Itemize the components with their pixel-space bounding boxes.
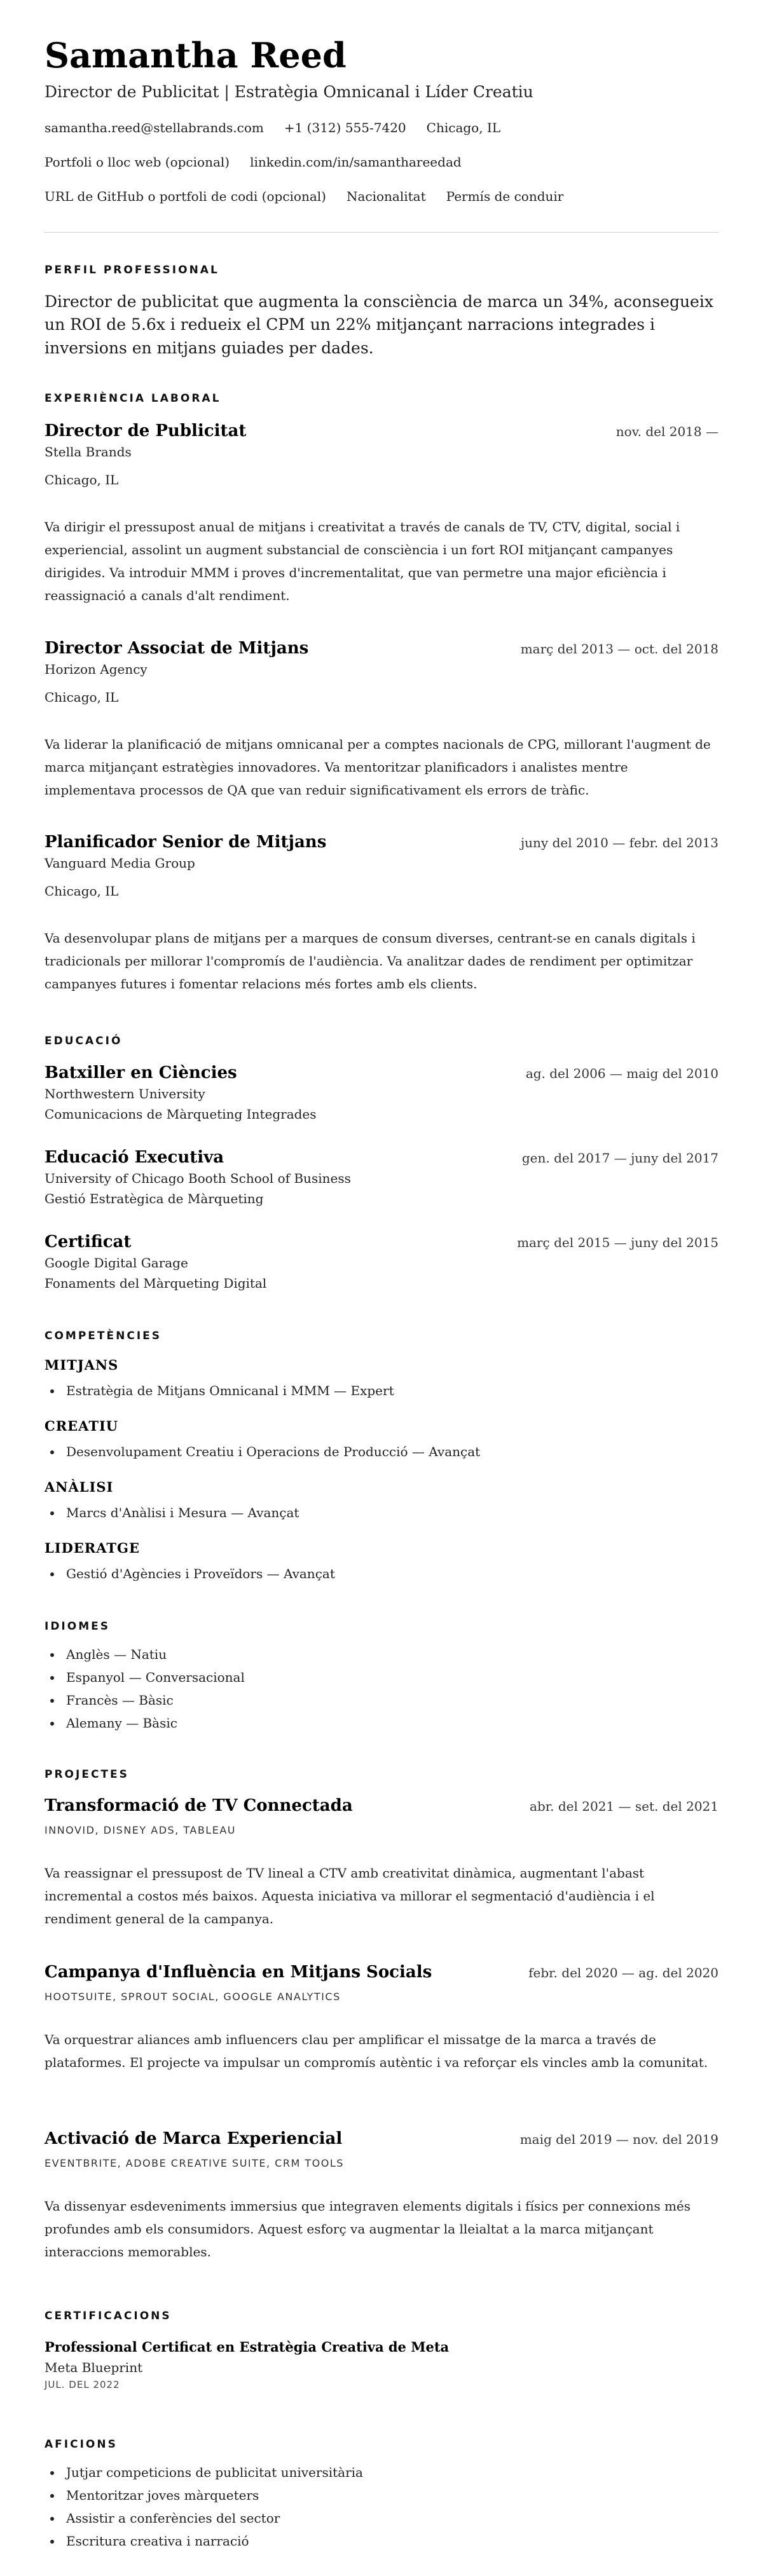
skill-item: • Desenvolupament Creatiu i Operacions de Producció — Avançat <box>62 1440 718 1463</box>
job-title: Director de Publicitat <box>45 421 247 440</box>
certification-name: Professional Certificat en Estratègia Creativa de Meta <box>45 2339 450 2355</box>
project-description: Va reassignar el pressupost de TV lineal a CTV amb creativitat dinàmica, augmentant l'abast incremental a costos més baixos. Aquesta iniciativa va millorar el segmentació d'audiència i el rendiment general de la campanya. <box>45 1865 655 1926</box>
experience-entry <box>45 421 718 607</box>
degree-date: març del 2015 — juny del 2015 <box>517 1235 718 1250</box>
study-field: Gestió Estratègica de Màrqueting <box>45 1191 264 1206</box>
hobby-item: • Escritura creativa i narració <box>62 2530 718 2552</box>
job-location: Chicago, IL <box>45 883 119 899</box>
github-link[interactable]: URL de GitHub o portfoli de codi (opcional) <box>45 189 326 205</box>
skill-group <box>45 1418 718 1463</box>
skill-group <box>45 1357 718 1402</box>
job-company: Stella Brands <box>45 444 132 460</box>
project-title: Activació de Marca Experiencial <box>45 2129 343 2148</box>
project-tools: HOOTSUITE, SPROUT SOCIAL, GOOGLE ANALYTICS <box>45 1991 341 2003</box>
job-company: Vanguard Media Group <box>45 855 195 871</box>
hobbies-title: AFICIONS <box>45 2438 118 2451</box>
job-date: juny del 2010 — febr. del 2013 <box>520 835 718 850</box>
study-field: Fonaments del Màrqueting Digital <box>45 1276 267 1291</box>
job-title: Planificador Senior de Mitjans <box>45 833 327 852</box>
skill-group <box>45 1540 718 1585</box>
skills-section <box>45 1330 718 1342</box>
skill-item: • Marcs d'Anàlisi i Mesura — Avançat <box>62 1501 718 1524</box>
location-text: Chicago, IL <box>426 120 501 136</box>
experience-section <box>45 392 718 405</box>
projects-title: PROJECTES <box>45 1768 129 1781</box>
degree-title: Batxiller en Ciències <box>45 1063 237 1082</box>
languages-section <box>45 1620 718 1734</box>
certification-entry <box>45 2339 718 2390</box>
links-row-1 <box>45 154 718 170</box>
degree-date: ag. del 2006 — maig del 2010 <box>525 1066 718 1081</box>
school-name: Northwestern University <box>45 1086 205 1101</box>
project-description: Va orquestrar aliances amb influencers clau per amplificar el missatge de la marca a través de plataformes. El projecte va impulsar un compromís autèntic i va reforçar els vincles amb la comunitat. <box>45 2032 708 2070</box>
language-item: • Espanyol — Conversacional <box>62 1666 718 1689</box>
education-entry <box>45 1063 718 1122</box>
skill-group <box>45 1479 718 1524</box>
resume-header <box>45 36 718 204</box>
project-date: febr. del 2020 — ag. del 2020 <box>528 1965 718 1980</box>
education-entry <box>45 1232 718 1291</box>
project-tools: INNOVID, DISNEY ADS, TABLEAU <box>45 1824 236 1836</box>
phone-text: +1 (312) 555-7420 <box>284 120 406 136</box>
job-date: març del 2013 — oct. del 2018 <box>520 641 718 657</box>
degree-date: gen. del 2017 — juny del 2017 <box>521 1150 718 1166</box>
profile-summary: Director de publicitat que augmenta la consciència de marca un 34%, aconsegueix un ROI de 5.6x i redueix el CPM un 22% mitjançant narracions integrades i inversions en mitjans guiades per dades. <box>45 292 713 357</box>
skill-item: • Gestió d'Agències i Proveïdors — Avançat <box>62 1562 718 1585</box>
hobbies-section <box>45 2438 718 2552</box>
project-date: abr. del 2021 — set. del 2021 <box>530 1799 718 1814</box>
degree-title: Educació Executiva <box>45 1148 224 1167</box>
project-date: maig del 2019 — nov. del 2019 <box>519 2132 718 2147</box>
language-item: • Francès — Bàsic <box>62 1689 718 1712</box>
school-name: Google Digital Garage <box>45 1255 188 1271</box>
job-description: Va dirigir el pressupost anual de mitjans i creativitat a través de canals de TV, CTV, digital, social i experiencial, assolint un augment substancial de consciència i un fort ROI mitjançant campanyes dirigides. Va introduir MMM i proves d'incrementalitat, que van permetre una major eficiència i reassignació a canals d'alt rendiment. <box>45 519 680 603</box>
email-link[interactable]: samantha.reed@stellabrands.com <box>45 120 264 136</box>
header-divider <box>45 232 718 233</box>
links-row-2 <box>45 189 718 204</box>
license-text: Permís de conduir <box>446 189 564 205</box>
job-title: Director Associat de Mitjans <box>45 639 309 658</box>
project-entry <box>45 2129 718 2263</box>
certifications-title: CERTIFICACIONS <box>45 2310 172 2322</box>
portfolio-link[interactable]: Portfoli o lloc web (opcional) <box>45 154 230 170</box>
skill-category: ANÀLISI <box>45 1479 114 1495</box>
profile-section <box>45 264 718 360</box>
skill-category: LIDERATGE <box>45 1540 140 1556</box>
contact-row <box>45 120 718 135</box>
education-title: EDUCACIÓ <box>45 1035 123 1047</box>
languages-title: IDIOMES <box>45 1620 110 1633</box>
project-tools: EVENTBRITE, ADOBE CREATIVE SUITE, CRM TOOLS <box>45 2157 344 2169</box>
job-date: nov. del 2018 — <box>615 424 718 439</box>
degree-title: Certificat <box>45 1232 132 1251</box>
profile-title: PERFIL PROFESSIONAL <box>45 264 219 276</box>
linkedin-link[interactable]: linkedin.com/in/samanthareedad <box>250 154 462 170</box>
certification-date: JUL. DEL 2022 <box>45 2379 120 2390</box>
experience-entry <box>45 639 718 801</box>
hobby-item: • Assistir a conferències del sector <box>62 2507 718 2530</box>
skill-item: • Estratègia de Mitjans Omnicanal i MMM — Expert <box>62 1379 718 1402</box>
project-title: Campanya d'Influència en Mitjans Socials <box>45 1963 432 1982</box>
project-description: Va dissenyar esdeveniments immersius que integraven elements digitals i físics per connexions més profundes amb els consumidors. Aquest esforç va augmentar la lleialtat a la marca mitjançant interaccions memorables. <box>45 2198 691 2259</box>
hobby-item: • Mentoritzar joves màrqueters <box>62 2484 718 2507</box>
job-description: Va desenvolupar plans de mitjans per a marques de consum diverses, centrant-se en canals digitals i tradicionals per millorar l'compromís de l'audiència. Va analitzar dades de rendiment per optimitzar campanyes futures i fomentar relacions més fortes amb els clients. <box>45 930 696 992</box>
certifications-section <box>45 2310 718 2390</box>
certification-issuer: Meta Blueprint <box>45 2360 143 2375</box>
job-company: Horizon Agency <box>45 662 148 677</box>
projects-section <box>45 1768 718 1781</box>
language-item: • Anglès — Natiu <box>62 1643 718 1666</box>
hobby-item: • Jutjar competicions de publicitat universitària <box>62 2461 718 2484</box>
candidate-headline: Director de Publicitat | Estratègia Omnicanal i Líder Creatiu <box>45 83 533 102</box>
experience-title: EXPERIÈNCIA LABORAL <box>45 392 221 405</box>
project-entry <box>45 1796 718 1930</box>
experience-entry <box>45 833 718 995</box>
project-title: Transformació de TV Connectada <box>45 1796 353 1815</box>
project-entry <box>45 1963 718 2074</box>
job-location: Chicago, IL <box>45 690 119 705</box>
study-field: Comunicacions de Màrqueting Integrades <box>45 1107 317 1122</box>
job-description: Va liderar la planificació de mitjans omnicanal per a comptes nacionals de CPG, millorant l'augment de marca mitjançant estratègies innovadores. Va mentoritzar planificadors i analistes mentre implementava processos de QA que van reduir significativament els errors de tràfic. <box>45 737 711 798</box>
skills-title: COMPETÈNCIES <box>45 1330 162 1342</box>
school-name: University of Chicago Booth School of Business <box>45 1171 351 1186</box>
education-section <box>45 1035 718 1047</box>
nationality-text: Nacionalitat <box>346 189 426 205</box>
job-location: Chicago, IL <box>45 472 119 487</box>
education-entry <box>45 1148 718 1206</box>
skill-category: MITJANS <box>45 1357 119 1373</box>
candidate-name: Samantha Reed <box>45 35 347 76</box>
language-item: • Alemany — Bàsic <box>62 1712 718 1734</box>
skill-category: CREATIU <box>45 1418 119 1434</box>
